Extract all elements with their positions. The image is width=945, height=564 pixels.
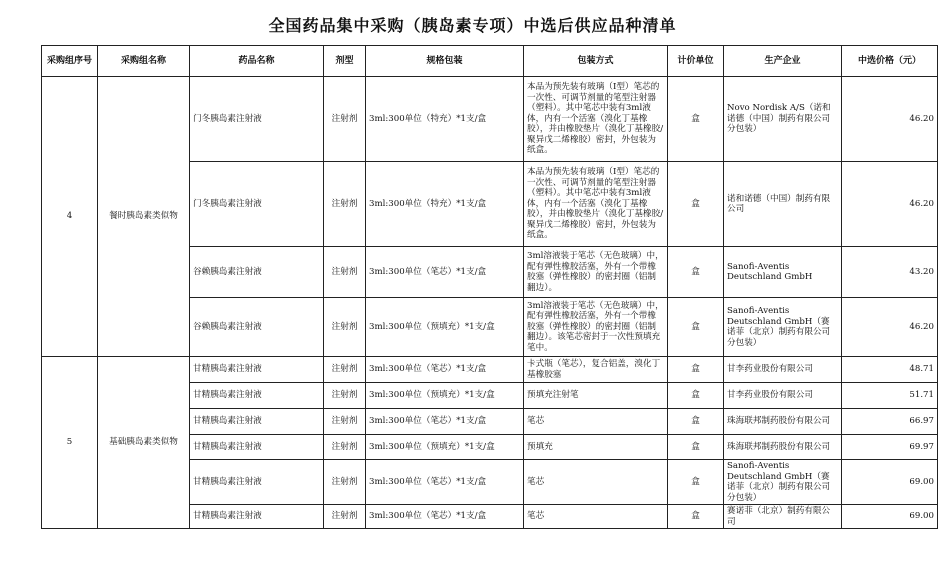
cell-unit: 盒 [668, 77, 724, 162]
cell-manufacturer: Sanofi-Aventis Deutschland GmbH（赛诺菲（北京）制药有限公司分包装） [724, 460, 842, 505]
cell-group-no: 5 [42, 357, 98, 529]
cell-price: 69.97 [842, 435, 938, 460]
cell-price: 48.71 [842, 357, 938, 383]
table-row [42, 77, 938, 162]
cell-packaging: 预填充注射笔 [524, 383, 668, 409]
cell-form: 注射剂 [324, 247, 366, 298]
cell-spec: 3ml:300单位（特充）*1支/盒 [366, 77, 524, 162]
cell-spec: 3ml:300单位（笔芯）*1支/盒 [366, 409, 524, 435]
table-row [42, 357, 938, 383]
cell-drug-name: 谷赖胰岛素注射液 [190, 298, 324, 357]
cell-spec: 3ml:300单位（笔芯）*1支/盒 [366, 460, 524, 505]
cell-packaging: 笔芯 [524, 505, 668, 529]
cell-unit: 盒 [668, 409, 724, 435]
cell-price: 46.20 [842, 162, 938, 247]
cell-manufacturer: 甘李药业股份有限公司 [724, 357, 842, 383]
cell-price: 51.71 [842, 383, 938, 409]
cell-manufacturer: Sanofi-Aventis Deutschland GmbH [724, 247, 842, 298]
cell-drug-name: 门冬胰岛素注射液 [190, 77, 324, 162]
cell-form: 注射剂 [324, 409, 366, 435]
col-header-form: 剂型 [324, 46, 366, 77]
cell-spec: 3ml:300单位（预填充）*1支/盒 [366, 383, 524, 409]
col-header-unit: 计价单位 [668, 46, 724, 77]
col-header-drug-name: 药品名称 [190, 46, 324, 77]
cell-unit: 盒 [668, 435, 724, 460]
cell-spec: 3ml:300单位（预填充）*1支/盒 [366, 298, 524, 357]
cell-manufacturer: 珠海联邦制药股份有限公司 [724, 409, 842, 435]
cell-spec: 3ml:300单位（笔芯）*1支/盒 [366, 357, 524, 383]
cell-packaging: 笔芯 [524, 460, 668, 505]
cell-form: 注射剂 [324, 435, 366, 460]
cell-unit: 盒 [668, 247, 724, 298]
cell-drug-name: 甘精胰岛素注射液 [190, 383, 324, 409]
cell-packaging: 笔芯 [524, 409, 668, 435]
cell-price: 46.20 [842, 77, 938, 162]
cell-form: 注射剂 [324, 460, 366, 505]
cell-drug-name: 甘精胰岛素注射液 [190, 435, 324, 460]
cell-price: 66.97 [842, 409, 938, 435]
col-header-group-name: 采购组名称 [98, 46, 190, 77]
cell-unit: 盒 [668, 383, 724, 409]
cell-price: 43.20 [842, 247, 938, 298]
cell-form: 注射剂 [324, 298, 366, 357]
cell-form: 注射剂 [324, 505, 366, 529]
cell-unit: 盒 [668, 460, 724, 505]
cell-price: 46.20 [842, 298, 938, 357]
cell-form: 注射剂 [324, 162, 366, 247]
cell-group-name: 餐时胰岛素类似物 [98, 77, 190, 357]
cell-drug-name: 甘精胰岛素注射液 [190, 357, 324, 383]
cell-spec: 3ml:300单位（特充）*1支/盒 [366, 162, 524, 247]
col-header-manufacturer: 生产企业 [724, 46, 842, 77]
cell-form: 注射剂 [324, 77, 366, 162]
cell-spec: 3ml:300单位（笔芯）*1支/盒 [366, 505, 524, 529]
col-header-spec: 规格包装 [366, 46, 524, 77]
cell-manufacturer: 甘李药业股份有限公司 [724, 383, 842, 409]
col-header-group-no: 采购组序号 [42, 46, 98, 77]
cell-manufacturer: Sanofi-Aventis Deutschland GmbH（赛诺菲（北京）制药有限公司分包装） [724, 298, 842, 357]
cell-unit: 盒 [668, 505, 724, 529]
cell-price: 69.00 [842, 460, 938, 505]
cell-manufacturer: Novo Nordisk A/S（诺和诺德（中国）制药有限公司分包装） [724, 77, 842, 162]
cell-drug-name: 谷赖胰岛素注射液 [190, 247, 324, 298]
cell-unit: 盒 [668, 162, 724, 247]
cell-spec: 3ml:300单位（笔芯）*1支/盒 [366, 247, 524, 298]
cell-drug-name: 甘精胰岛素注射液 [190, 460, 324, 505]
cell-packaging: 3ml溶液装于笔芯（无色玻璃）中，配有弹性橡胶活塞，外有一个带橡胶塞（弹性橡胶）的密封圈（铝制翻边）。该笔芯密封于一次性预填充笔中。 [524, 298, 668, 357]
cell-drug-name: 甘精胰岛素注射液 [190, 409, 324, 435]
cell-drug-name: 门冬胰岛素注射液 [190, 162, 324, 247]
cell-packaging: 预填充 [524, 435, 668, 460]
cell-manufacturer: 珠海联邦制药股份有限公司 [724, 435, 842, 460]
cell-unit: 盒 [668, 298, 724, 357]
supply-table [41, 45, 938, 529]
cell-packaging: 本品为预先装有玻璃（Ⅰ型）笔芯的一次性、可调节剂量的笔型注射器（塑料）。其中笔芯中装有3ml液体，内有一个活塞（溴化丁基橡胶），并由橡胶垫片（溴化丁基橡胶/聚异戊二烯橡胶）密封，外包装为纸盒。 [524, 77, 668, 162]
cell-manufacturer: 诺和诺德（中国）制药有限公司 [724, 162, 842, 247]
cell-group-no: 4 [42, 77, 98, 357]
cell-group-name: 基础胰岛素类似物 [98, 357, 190, 529]
header-row [42, 46, 938, 77]
cell-form: 注射剂 [324, 383, 366, 409]
cell-packaging: 3ml溶液装于笔芯（无色玻璃）中，配有弹性橡胶活塞，外有一个带橡胶塞（弹性橡胶）的密封圈（铝制翻边）。 [524, 247, 668, 298]
cell-unit: 盒 [668, 357, 724, 383]
cell-price: 69.00 [842, 505, 938, 529]
cell-drug-name: 甘精胰岛素注射液 [190, 505, 324, 529]
cell-manufacturer: 赛诺菲（北京）制药有限公司 [724, 505, 842, 529]
cell-packaging: 卡式瓶（笔芯），复合铝盖，溴化丁基橡胶塞 [524, 357, 668, 383]
cell-spec: 3ml:300单位（预填充）*1支/盒 [366, 435, 524, 460]
page-title: 全国药品集中采购（胰岛素专项）中选后供应品种清单 [268, 16, 677, 35]
col-header-packaging: 包装方式 [524, 46, 668, 77]
col-header-price: 中选价格（元） [842, 46, 938, 77]
cell-packaging: 本品为预先装有玻璃（Ⅰ型）笔芯的一次性、可调节剂量的笔型注射器（塑料）。其中笔芯中装有3ml液体，内有一个活塞（溴化丁基橡胶），并由橡胶垫片（溴化丁基橡胶/聚异戊二烯橡胶）密封，外包装为纸盒。 [524, 162, 668, 247]
cell-form: 注射剂 [324, 357, 366, 383]
